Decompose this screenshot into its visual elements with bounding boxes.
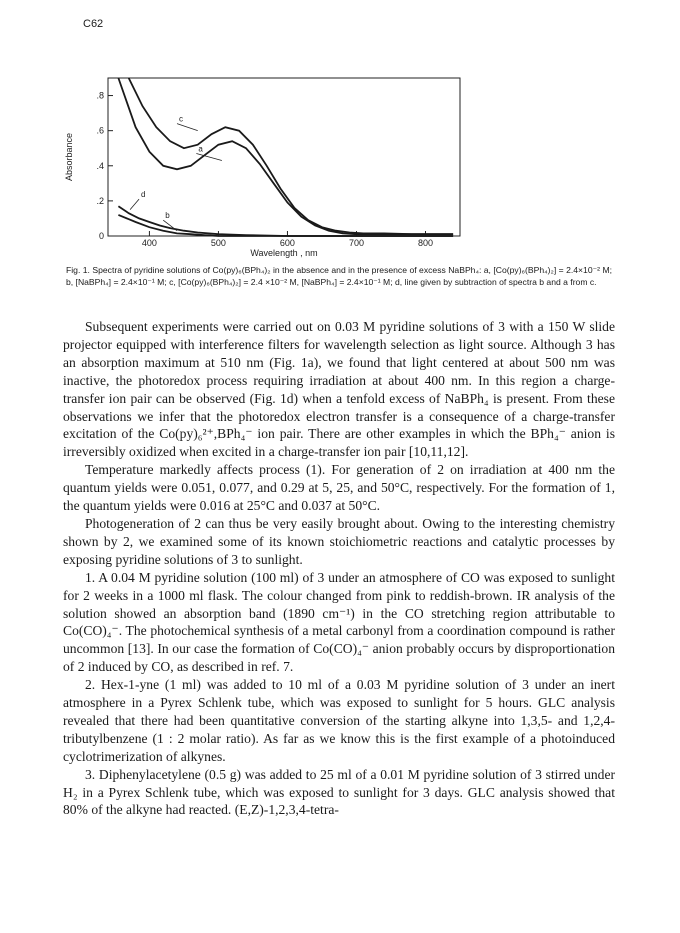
- plot-frame: [108, 78, 460, 236]
- paragraph-3: Photogeneration of 2 can thus be very easily brought about. Owing to the interesting chemistry shown by 2, we examined some of its known stoichiometric reactions and catalytic processes by exposing pyridine solutions of 3 to sunlight.: [63, 515, 615, 567]
- absorbance-spectra-chart: [60, 70, 480, 260]
- curve-d-leader: [130, 199, 139, 210]
- y-tick-label: .6: [96, 125, 104, 136]
- page-number: C62: [83, 18, 104, 30]
- x-tick-label: 600: [279, 238, 295, 248]
- curve-b-label: b: [165, 211, 170, 221]
- curve-d-label: d: [141, 190, 146, 200]
- paragraph-4: 1. A 0.04 M pyridine solution (100 ml) of 3 under an atmosphere of CO was exposed to sunlight for 2 weeks in a 1000 ml flask. The colour changed from pink to reddish-brown. IR analysis of the solution showed an absorption band (1890 cm⁻¹) in the CO stretching region attributable to Co(CO)₄⁻. The photochemical synthesis of a metal carbonyl from a coordination compound is rather uncommon [13]. In our case the formation of Co(CO)₄⁻ anion probably occurs by disproportionation of 2 induced by CO, as described in ref. 7.: [63, 569, 615, 675]
- y-axis-title: Absorbance: [64, 132, 74, 182]
- body-text: [63, 318, 615, 819]
- curve-b-leader: [163, 220, 177, 231]
- curve-c: [129, 78, 453, 234]
- paragraph-5: 2. Hex-1-yne (1 ml) was added to 10 ml of a 0.03 M pyridine solution of 3 under an inert atmosphere in a Pyrex Schlenk tube, which was exposed to sunlight for 5 hours. GLC analysis revealed that there had been quantitative conversion of the starting alkyne into 1,3,5- and 1,2,4- tributylbenzene (1 : 2 molar ratio). As far as we know this is the first example of a photoinduced cyclotrimerization of alkynes.: [63, 677, 615, 764]
- x-axis-title: Wavelength , nm: [250, 248, 318, 258]
- x-tick-label: 400: [141, 238, 157, 248]
- figure-caption: Fig. 1. Spectra of pyridine solutions of Co(py)₆(BPh₄)₂ in the absence and in the presence of excess NaBPh₄: a, [Co(py)₆(BPh₄)₂] = 2.4×10⁻² M; b, [NaBPh₄] = 2.4×10⁻¹ M; c, [Co(py)₆(BPh₄)₂] = 2.4 ×10⁻² M, [NaBPh₄] = 2.4×10⁻¹ M; d, line given by subtraction of spectra b and a from c.: [66, 265, 612, 288]
- x-tick-label: 800: [417, 238, 434, 248]
- x-tick-label: 700: [348, 238, 364, 248]
- y-tick-label: .8: [96, 90, 104, 101]
- curve-c-label: c: [179, 114, 184, 124]
- paragraph-6: 3. Diphenylacetylene (0.5 g) was added to 25 ml of a 0.01 M pyridine solution of 3 stirred under H₂ in a Pyrex Schlenk tube, which was exposed to sunlight for 3 days. GLC analysis showed that 80% of the alkyne had reacted. (E,Z)-1,2,3,4-tetra-: [63, 766, 615, 818]
- paragraph-2: Temperature markedly affects process (1). For generation of 2 on irradiation at 400 nm the quantum yields were 0.051, 0.077, and 0.29 at 5, 25, and 50°C, respectively. For the formation of 1, the quantum yields were 0.016 at 25°C and 0.037 at 50°C.: [63, 462, 615, 514]
- curve-c-leader: [177, 124, 198, 131]
- paragraph-1: Subsequent experiments were carried out on 0.03 M pyridine solutions of 3 with a 150 W slide projector equipped with interference filters for wavelength selection as light source. Although 3 has an absorption maximum at 510 nm (Fig. 1a), we found that light centered at about 500 nm was inactive, the photoredox process requiring irradiation at about 400 nm. In this region a charge-transfer ion pair can be observed (Fig. 1d) when a tenfold excess of NaBPh₄ is present. From these observations we infer that the photoredox electron transfer is a consequence of a charge-transfer excitation of the Co(py)₆²⁺,BPh₄⁻ ion pair. There are other examples in which the BPh₄⁻ anion is irreversibly oxidized when excited in a charge-transfer ion pair [10,11,12].: [63, 319, 615, 460]
- x-tick-label: 500: [210, 238, 226, 248]
- y-tick-label: .4: [96, 160, 104, 171]
- curve-labels: [130, 115, 222, 231]
- y-tick-label: 0: [98, 231, 104, 241]
- curve-a-label: a: [198, 144, 203, 154]
- y-tick-label: .2: [96, 195, 104, 206]
- y-axis-ticks: [96, 91, 113, 241]
